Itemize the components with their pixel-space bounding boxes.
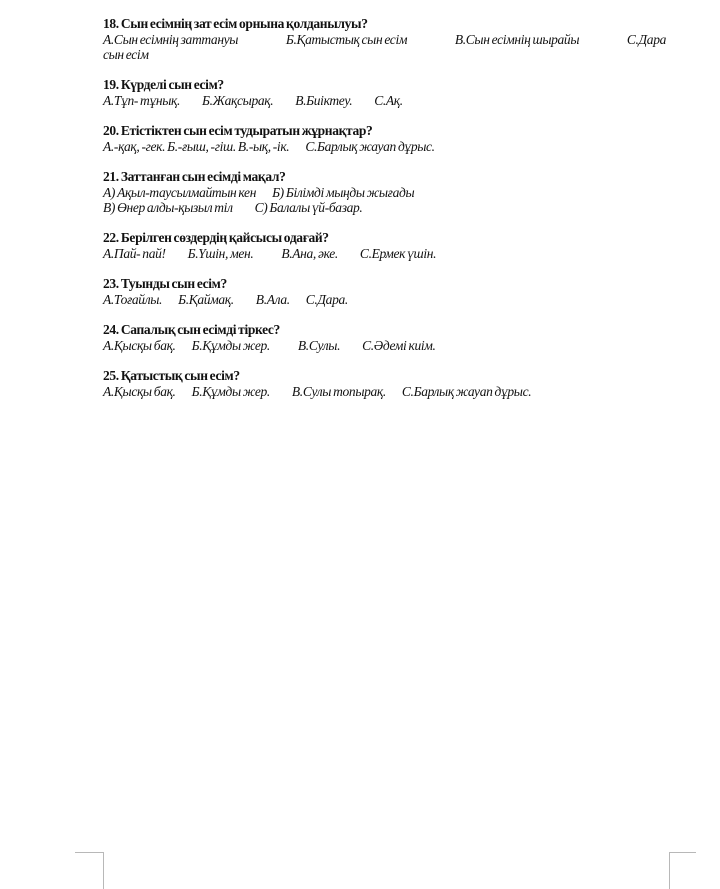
question-18	[103, 16, 673, 62]
answer-options	[103, 32, 673, 62]
answer-line	[103, 32, 666, 47]
answer-option-d: С.Барлық жауап дұрыс.	[305, 139, 435, 154]
question-title: 20. Етістіктен сын есім тудыратын жұрнақтар?	[103, 123, 373, 138]
question-list	[103, 16, 673, 414]
answer-option-c: В.Ала.	[255, 292, 290, 307]
answer-options	[103, 384, 673, 399]
answer-options	[103, 93, 673, 108]
answer-option-a: А.Тұп- тұнық.	[103, 93, 180, 108]
question-25	[103, 368, 673, 399]
answer-option-c: В.Сулы.	[297, 338, 341, 353]
question-title: 25. Қатыстық сын есім?	[103, 368, 240, 383]
answer-options	[103, 338, 673, 353]
question-title: 21. Заттанған сын есімді мақал?	[103, 169, 286, 184]
answer-option-c: В.Сын есімнің шырайы	[454, 32, 580, 47]
question-title: 22. Берілген сөздердің қайсысы одағай?	[103, 230, 329, 245]
answer-option-d: С.Ақ.	[374, 93, 403, 108]
answer-option-b: Б) Білімді мыңды жығады	[272, 185, 415, 200]
question-20	[103, 123, 673, 154]
answer-options	[103, 246, 673, 261]
question-22	[103, 230, 673, 261]
answer-option-d: С.Әдемі киім.	[362, 338, 436, 353]
answer-option-c: В) Өнер алды-қызыл тіл	[103, 200, 233, 215]
answer-option-a: А.Қысқы бақ.	[103, 338, 176, 353]
answer-option-c: В.Сулы топырақ.	[291, 384, 386, 399]
question-title: 18. Сын есімнің зат есім орнына қолданылуы?	[103, 16, 368, 31]
answer-continuation: сын есім	[103, 47, 149, 62]
question-21	[103, 169, 673, 215]
answer-option-a: А.Тоғайлы.	[103, 292, 163, 307]
answer-option-d: С) Балалы үй-базар.	[254, 200, 363, 215]
page-margin-corner-left	[75, 852, 104, 889]
answer-line	[103, 185, 673, 200]
answer-option-b: Б.Қатыстық сын есім	[285, 32, 408, 47]
answer-option-b: Б.Қаймақ.	[178, 292, 234, 307]
question-title: 23. Туынды сын есім?	[103, 276, 227, 291]
question-title: 19. Күрделі сын есім?	[103, 77, 224, 92]
answer-options	[103, 292, 673, 307]
page-margin-corner-right	[669, 852, 696, 889]
answer-option-a: А) Ақыл-таусылмайтын кен	[103, 185, 257, 200]
answer-option-b: Б.Құмды жер.	[191, 338, 270, 353]
answer-option-a: А.Сын есімнің заттануы	[103, 32, 239, 47]
answer-option-b: Б.Үшін, мен.	[187, 246, 254, 261]
answer-line	[103, 200, 673, 215]
answer-option-a: А.Қысқы бақ.	[103, 384, 176, 399]
answer-option-c: В.Биіктеу.	[295, 93, 353, 108]
answer-options	[103, 139, 673, 154]
answer-option-d: С.Барлық жауап дұрыс.	[401, 384, 532, 399]
question-title: 24. Сапалық сын есімді тіркес?	[103, 322, 280, 337]
answer-option-b: Б.Құмды жер.	[191, 384, 270, 399]
question-19	[103, 77, 673, 108]
answer-option-d: С.Дара.	[305, 292, 348, 307]
answer-option-d: С.Дара	[626, 32, 666, 47]
question-23	[103, 276, 673, 307]
answer-option-b: Б.Жақсырақ.	[201, 93, 274, 108]
answer-option-c: В.Ана, әке.	[281, 246, 338, 261]
answer-option-d: С.Ермек үшін.	[359, 246, 437, 261]
answer-options	[103, 185, 673, 215]
answer-option-a: А.Пай- пай!	[103, 246, 166, 261]
answer-options-abc: А.-қақ, -гек. Б.-ғыш, -гіш. В.-ық, -ік.	[103, 139, 290, 154]
question-24	[103, 322, 673, 353]
